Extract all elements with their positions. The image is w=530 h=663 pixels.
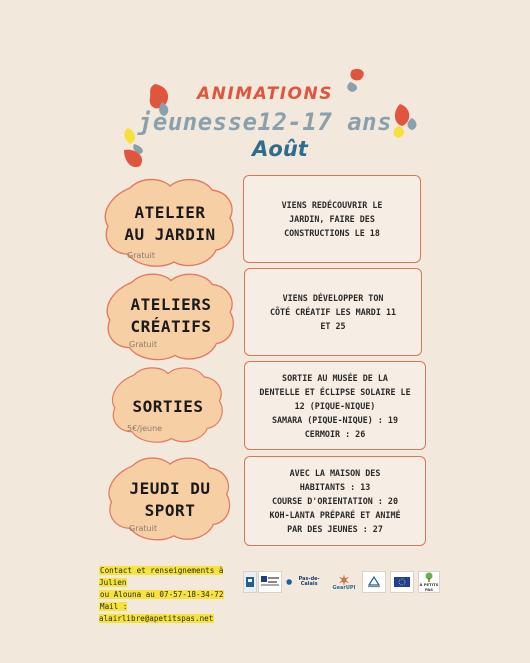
activity-title-line2: SPORT (144, 501, 196, 520)
activity-price: Gratuit (129, 524, 157, 533)
title-month: Août (252, 137, 308, 161)
activity-title-line1: ATELIER (134, 203, 206, 222)
activity-title-line2: AU JARDIN (124, 225, 216, 244)
activity-title (105, 202, 235, 246)
gearupi-logo: GearUPI (330, 571, 358, 593)
contact-line: Contact et renseignements à Julien (99, 566, 224, 587)
contact-phone: ou Alouna au 07-57-18-34-72 (100, 590, 224, 599)
desc-line: ET 25 (320, 321, 346, 331)
activity-description-card (244, 268, 422, 356)
desc-line: SORTIE AU MUSÉE DE LA (282, 372, 388, 383)
prefecture-logo (258, 571, 282, 593)
activity-title-line1: JEUDI DU (129, 479, 211, 498)
desc-line: AVEC LA MAISON DES (289, 468, 381, 478)
title-jeunesse: jeunesse12-17 ans (137, 108, 393, 136)
activity-title-line1: SORTIES (132, 397, 204, 416)
activity-description-card (244, 361, 426, 450)
activity-title (106, 294, 236, 338)
gear-icon (338, 574, 350, 586)
desc-line: 12 (PIQUE-NIQUE) (294, 400, 376, 411)
eu-flag-icon (394, 577, 410, 587)
tree-icon (424, 572, 434, 582)
desc-line: DENTELLE ET ÉCLIPSE SOLAIRE LE (259, 386, 411, 397)
activity-description-card (244, 456, 426, 546)
activity-price: Gratuit (127, 251, 155, 260)
title-animations: ANIMATIONS (196, 84, 333, 104)
activity-description-card (243, 175, 421, 263)
desc-line: JARDIN, FAIRE DES (289, 214, 375, 224)
desc-line: HABITANTS : 13 (299, 482, 371, 492)
activity-title (103, 396, 233, 418)
a-petits-pas-logo: À PETITS PAS (418, 571, 440, 593)
desc-line: COURSE D'ORIENTATION : 20 (271, 496, 399, 506)
pas-de-calais-logo: Pas-de-Calais (286, 571, 324, 593)
desc-line: SAMARA (PIQUE-NIQUE) : 19 (271, 414, 399, 425)
contact-email: Mail : alairlibre@apetitspas.net (99, 602, 214, 623)
desc-line: KOH-LANTA PRÉPARÉ ET ANIMÉ (269, 510, 401, 520)
flower-icon (286, 578, 292, 586)
eu-logo (390, 571, 414, 593)
desc-line: VIENS REDÉCOUVRIR LE (281, 200, 383, 210)
desc-line: CONSTRUCTIONS LE 18 (284, 228, 380, 238)
activity-price: Gratuit (129, 340, 157, 349)
desc-line: CERMOIR : 26 (304, 428, 366, 439)
activity-price: 5€/jeune (127, 424, 163, 433)
desc-line: PAR DES JEUNES : 27 (287, 524, 383, 534)
contact-info (99, 565, 227, 625)
activity-title (105, 478, 235, 522)
region-logo (362, 571, 386, 593)
activity-title-line2: CRÉATIFS (130, 317, 212, 336)
caf-logo (243, 571, 257, 593)
desc-line: VIENS DÉVELOPPER TON (282, 293, 384, 303)
activity-title-line1: ATELIERS (130, 295, 212, 314)
desc-line: CÔTÉ CRÉATIF LES MARDI 11 (269, 307, 397, 317)
